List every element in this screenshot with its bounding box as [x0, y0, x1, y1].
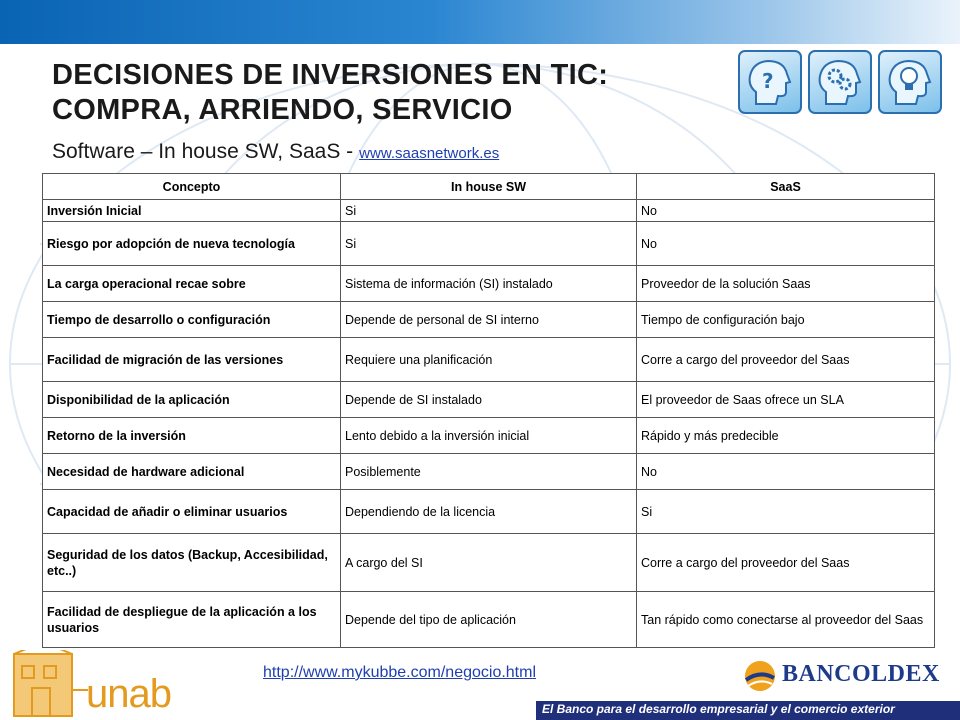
saas-cell: Rápido y más predecible	[637, 418, 935, 454]
header-icons	[738, 50, 948, 118]
table-row	[43, 490, 935, 534]
concept-cell: Necesidad de hardware adicional	[43, 454, 341, 490]
table-row	[43, 418, 935, 454]
table-row	[43, 338, 935, 382]
concept-cell: Retorno de la inversión	[43, 418, 341, 454]
inhouse-cell: Si	[341, 222, 637, 266]
inhouse-cell: Sistema de información (SI) instalado	[341, 266, 637, 302]
concept-cell: Capacidad de añadir o eliminar usuarios	[43, 490, 341, 534]
concept-cell: Disponibilidad de la aplicación	[43, 382, 341, 418]
table-row	[43, 200, 935, 222]
lightbulb-head-icon	[878, 50, 942, 114]
saas-cell: El proveedor de Saas ofrece un SLA	[637, 382, 935, 418]
table-row	[43, 302, 935, 338]
table-row	[43, 592, 935, 648]
saas-cell: No	[637, 454, 935, 490]
concept-cell: Tiempo de desarrollo o configuración	[43, 302, 341, 338]
table-row	[43, 266, 935, 302]
title-line-2: COMPRA, ARRIENDO, SERVICIO	[52, 94, 513, 126]
mykubbe-link[interactable]: http://www.mykubbe.com/negocio.html	[263, 664, 537, 681]
saas-cell: No	[637, 200, 935, 222]
table-row	[43, 382, 935, 418]
inhouse-cell: A cargo del SI	[341, 534, 637, 592]
saas-cell: Si	[637, 490, 935, 534]
inhouse-cell: Dependiendo de la licencia	[341, 490, 637, 534]
table-header-row	[43, 174, 935, 200]
table-row	[43, 454, 935, 490]
table-row	[43, 222, 935, 266]
concept-cell: La carga operacional recae sobre	[43, 266, 341, 302]
saas-cell: No	[637, 222, 935, 266]
header-in-house-sw: In house SW	[341, 174, 637, 200]
table-row	[43, 534, 935, 592]
inhouse-cell: Lento debido a la inversión inicial	[341, 418, 637, 454]
concept-cell: Seguridad de los datos (Backup, Accesibilidad, etc..)	[43, 534, 341, 592]
inhouse-cell: Requiere una planificación	[341, 338, 637, 382]
top-banner	[0, 0, 960, 44]
unab-logo-text: unab	[86, 672, 171, 716]
gears-head-icon	[808, 50, 872, 114]
subtitle-text: Software – In house SW, SaaS -	[52, 140, 354, 163]
header-saas: SaaS	[637, 174, 935, 200]
inhouse-cell: Depende de SI instalado	[341, 382, 637, 418]
saas-cell: Tan rápido como conectarse al proveedor del Saas	[637, 592, 935, 648]
header-concepto: Concepto	[43, 174, 341, 200]
saas-cell: Corre a cargo del proveedor del Saas	[637, 534, 935, 592]
title-line-1: DECISIONES DE INVERSIONES EN TIC:	[52, 59, 609, 91]
saas-cell: Corre a cargo del proveedor del Saas	[637, 338, 935, 382]
inhouse-cell: Depende del tipo de aplicación	[341, 592, 637, 648]
bancoldex-tagline: El Banco para el desarrollo empresarial y el comercio exterior	[542, 702, 895, 716]
concept-cell: Facilidad de migración de las versiones	[43, 338, 341, 382]
saas-cell: Proveedor de la solución Saas	[637, 266, 935, 302]
bancoldex-logo-text: BANCOLDEX	[782, 661, 940, 687]
saasnetwork-link[interactable]: www.saasnetwork.es	[359, 145, 500, 162]
page-title	[52, 58, 732, 128]
concept-cell: Riesgo por adopción de nueva tecnología	[43, 222, 341, 266]
inhouse-cell: Si	[341, 200, 637, 222]
saas-cell: Tiempo de configuración bajo	[637, 302, 935, 338]
subtitle	[52, 140, 499, 164]
svg-text:?: ?	[762, 69, 774, 93]
concept-cell: Facilidad de despliegue de la aplicación a los usuarios	[43, 592, 341, 648]
inhouse-cell: Posiblemente	[341, 454, 637, 490]
comparison-table	[42, 173, 935, 648]
concept-cell: Inversión Inicial	[43, 200, 341, 222]
question-head-icon	[738, 50, 802, 114]
inhouse-cell: Depende de personal de SI interno	[341, 302, 637, 338]
